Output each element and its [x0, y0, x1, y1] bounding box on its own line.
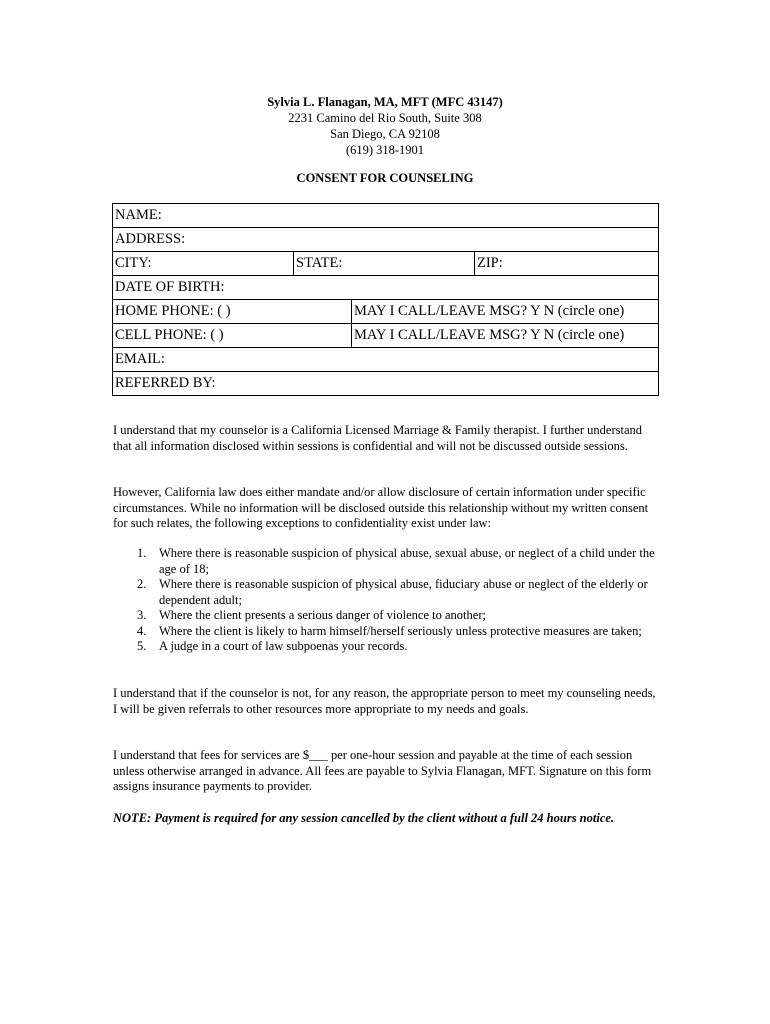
dob-row[interactable] — [113, 276, 658, 300]
list-item: 4. Where the client is likely to harm himself/herself seriously unless protective measures are taken; — [137, 623, 642, 638]
list-item: 2. Where there is reasonable suspicion of physical abuse, fiduciary abuse or neglect of the elderly or dependent adult; — [137, 577, 648, 607]
referrals-paragraph: I understand that if the counselor is not, for any reason, the appropriate person to meet my counseling needs, I will be given referrals to other resources more appropriate to my needs and goals. — [113, 686, 656, 716]
referred-row[interactable] — [113, 372, 658, 395]
exceptions-list — [113, 546, 661, 655]
home-msg-label[interactable]: MAY I CALL/LEAVE MSG? Y N (circle one) — [354, 303, 625, 319]
address-row[interactable] — [113, 228, 658, 252]
exceptions-intro-paragraph: However, California law does either mandate and/or allow disclosure of certain information under specific circumstances. While no information will be disclosed outside this relationship without my written consent for such relates, the following exceptions to confidentiality exist under law: — [113, 485, 649, 530]
client-info-table — [112, 203, 659, 396]
list-item: 3. Where the client presents a serious danger of violence to another; — [137, 608, 486, 622]
home-phone-row — [113, 300, 658, 324]
address-label: ADDRESS: — [115, 231, 186, 247]
cell-msg-label[interactable]: MAY I CALL/LEAVE MSG? Y N (circle one) — [354, 327, 625, 343]
home-phone-label[interactable]: HOME PHONE: ( ) — [115, 303, 231, 319]
name-label: NAME: — [115, 207, 162, 223]
dob-label: DATE OF BIRTH: — [115, 279, 225, 295]
list-item: 5. A judge in a court of law subpoenas your records. — [137, 639, 408, 653]
email-label: EMAIL: — [115, 351, 165, 367]
zip-label[interactable]: ZIP: — [477, 255, 503, 271]
letterhead — [0, 94, 770, 158]
state-label[interactable]: STATE: — [296, 255, 343, 271]
therapist-name: Sylvia L. Flanagan, MA, MFT (MFC 43147) — [267, 95, 503, 109]
address-line-2: San Diego, CA 92108 — [330, 127, 440, 141]
address-line-1: 2231 Camino del Rio South, Suite 308 — [288, 111, 482, 125]
form-title: CONSENT FOR COUNSELING — [296, 171, 474, 185]
city-state-zip-row — [113, 252, 658, 276]
confidentiality-paragraph: I understand that my counselor is a California Licensed Marriage & Family therapist. I further understand that all information disclosed within sessions is confidential and will not be discussed outside sessions. — [113, 423, 643, 453]
referred-label: REFERRED BY: — [115, 375, 216, 391]
cell-phone-label[interactable]: CELL PHONE: ( ) — [115, 327, 224, 343]
cell-phone-row — [113, 324, 658, 348]
name-row[interactable] — [113, 204, 658, 228]
fees-paragraph: I understand that fees for services are $___ per one-hour session and payable at the time of each session unless otherwise arranged in advance. All fees are payable to Sylvia Flanagan, MFT. Signature on this form assigns insurance payments to provider. — [113, 748, 652, 793]
phone-number: (619) 318-1901 — [345, 143, 425, 157]
cancellation-note: NOTE: Payment is required for any session cancelled by the client without a full 24 hours notice. — [113, 811, 615, 825]
email-row[interactable] — [113, 348, 658, 372]
city-label[interactable]: CITY: — [115, 255, 152, 271]
list-item: 1. Where there is reasonable suspicion of physical abuse, sexual abuse, or neglect of a child under the age of 18; — [137, 546, 655, 576]
